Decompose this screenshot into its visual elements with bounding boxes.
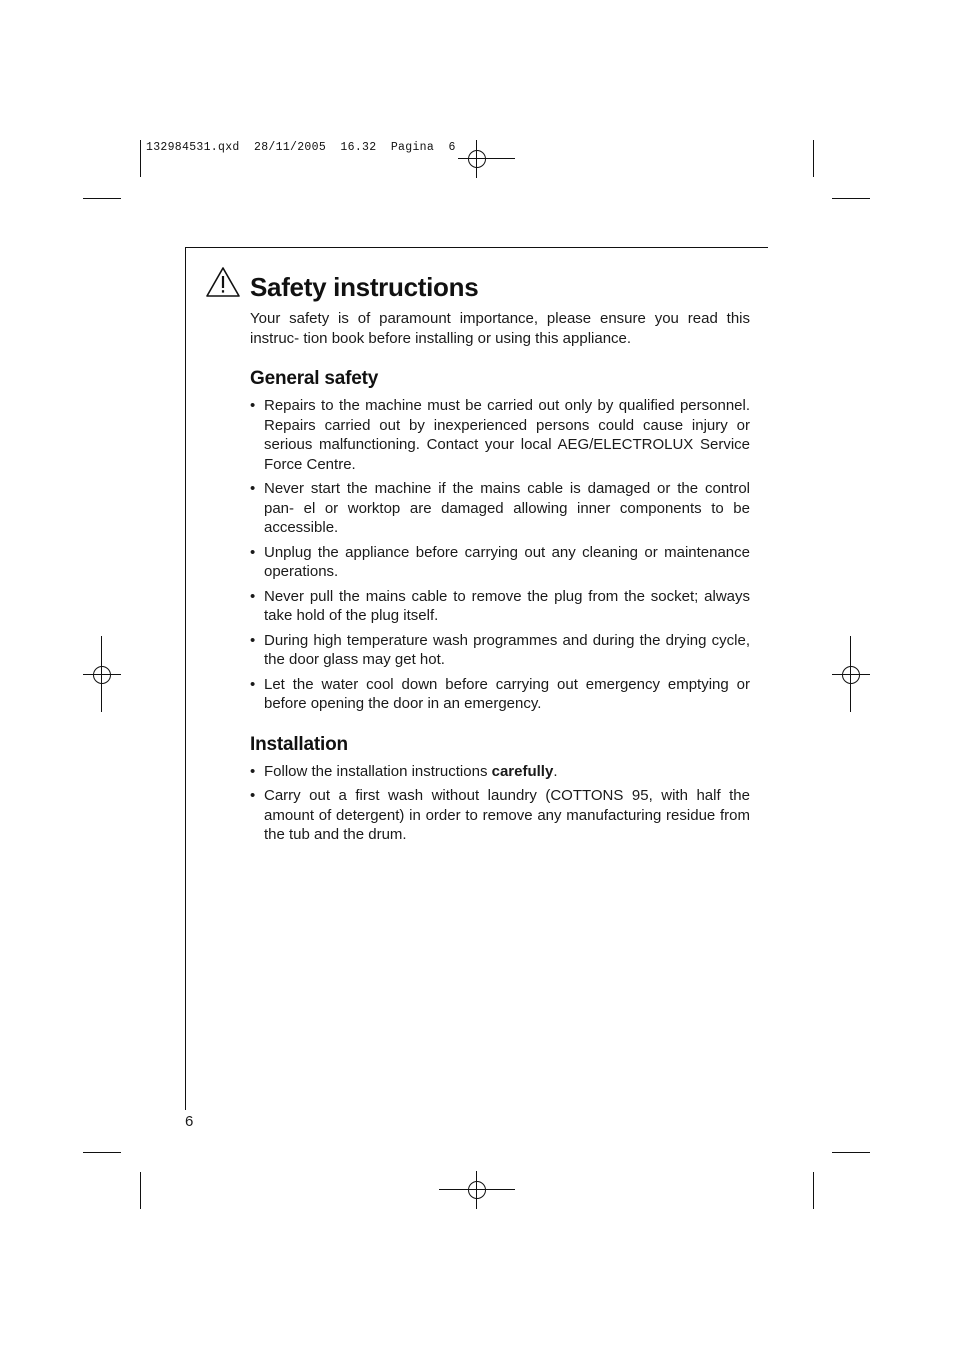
- section-heading-general-safety: General safety: [250, 368, 379, 389]
- bullet: •: [250, 543, 256, 561]
- intro-paragraph: Your safety is of paramount importance, please ensure you read this instruc- tion book before installing or using this appliance.: [250, 310, 750, 347]
- list-item: • Follow the installation instructions carefully.: [250, 762, 558, 780]
- general-safety-list: [250, 396, 750, 714]
- bullet: •: [250, 787, 256, 804]
- registration-mark-icon: [458, 1171, 496, 1209]
- list-item: • During high temperature wash programmes and during the drying cycle, the door glass may get hot.: [250, 631, 750, 668]
- frame-left-rule: [185, 247, 186, 1110]
- crop-mark: [832, 198, 870, 199]
- installation-list: [250, 762, 750, 845]
- bullet: •: [250, 675, 256, 693]
- crop-mark: [439, 1189, 515, 1190]
- bullet: •: [250, 397, 256, 414]
- list-item: • Repairs to the machine must be carried out only by qualified personnel. Repairs carried out by inexperienced persons could cause injury or serious malfunctioning. Contact your local AEG/ELECTROLUX Service Force Centre.: [250, 397, 750, 473]
- list-item: • Never start the machine if the mains cable is damaged or the control pan- el or worktop are damaged allowing inner components to be accessible.: [250, 480, 750, 536]
- printer-slug: 132984531.qxd 28/11/2005 16.32 Pagina 6: [146, 141, 456, 154]
- bullet: •: [250, 480, 256, 497]
- crop-mark: [813, 140, 814, 177]
- page-title: Safety instructions: [250, 272, 479, 302]
- list-item: • Unplug the appliance before carrying out any cleaning or maintenance operations.: [250, 543, 750, 580]
- crop-mark: [101, 636, 102, 712]
- crop-mark: [477, 158, 515, 159]
- crop-mark: [832, 1152, 870, 1153]
- section-heading-installation: Installation: [250, 733, 348, 755]
- crop-mark: [850, 636, 851, 712]
- emphasis: carefully: [491, 762, 554, 780]
- list-item: • Let the water cool down before carrying out emergency emptying or before opening the door in an emergency.: [250, 675, 750, 712]
- list-item: • Carry out a first wash without laundry (COTTONS 95, with half the amount of detergent) in order to remove any manufacturing residue from the tub and the drum.: [250, 787, 750, 843]
- registration-mark-icon: [83, 656, 121, 694]
- crop-mark: [83, 198, 121, 199]
- warning-triangle-icon: [205, 266, 241, 298]
- bullet: •: [250, 631, 256, 649]
- list-item: • Never pull the mains cable to remove the plug from the socket; always take hold of the plug itself.: [250, 587, 750, 624]
- crop-mark: [140, 1172, 141, 1209]
- registration-mark-icon: [458, 140, 496, 178]
- frame-top-rule: [185, 247, 768, 248]
- bullet: •: [250, 762, 256, 780]
- crop-mark: [813, 1172, 814, 1209]
- crop-mark: [140, 140, 141, 177]
- registration-mark-icon: [832, 656, 870, 694]
- main-content: [250, 272, 750, 850]
- bullet: •: [250, 587, 256, 605]
- crop-mark: [83, 1152, 121, 1153]
- page-number: 6: [185, 1113, 194, 1130]
